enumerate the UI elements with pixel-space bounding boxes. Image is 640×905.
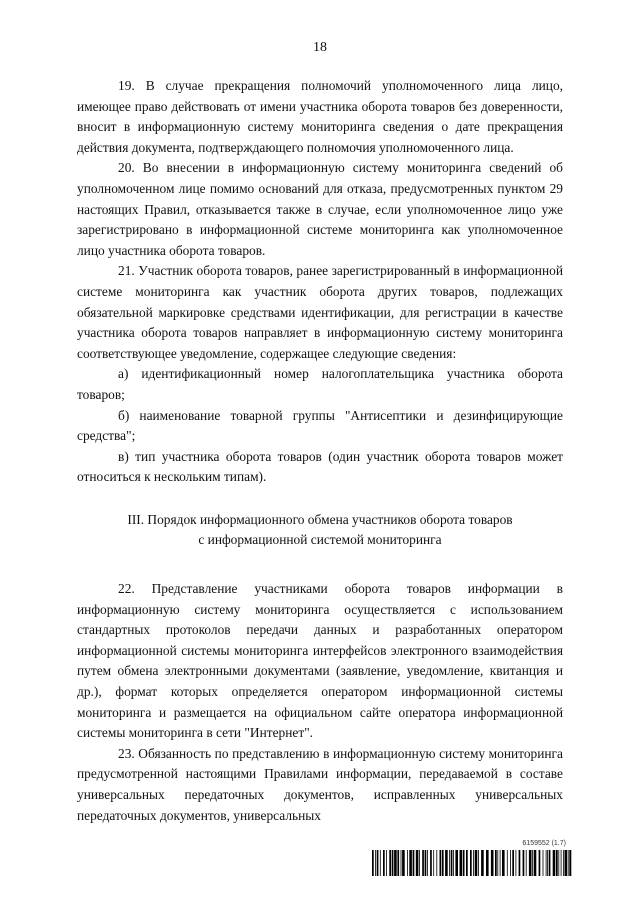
- barcode-bar: [407, 850, 408, 876]
- barcode-bar: [539, 850, 541, 876]
- barcode-bar: [380, 850, 381, 876]
- section-heading: [77, 510, 563, 551]
- barcode-bar: [491, 850, 494, 876]
- list-item-c: в) тип участника оборота товаров (один участник оборота товаров может относиться к нескольким типам).: [77, 448, 563, 485]
- barcode-bar: [478, 850, 479, 876]
- barcode-bar: [529, 850, 532, 876]
- barcode-bar: [470, 850, 472, 876]
- barcode-bar: [507, 850, 508, 876]
- barcode-bar: [500, 850, 501, 876]
- section-heading-line2: с информационной системой мониторинга: [198, 532, 442, 548]
- barcode-bar: [427, 850, 428, 876]
- barcode-bar: [419, 850, 420, 876]
- barcode-bar: [475, 850, 478, 876]
- barcode-bar: [510, 850, 511, 876]
- barcode-bar: [546, 850, 547, 876]
- barcode-bar: [445, 850, 448, 876]
- barcode-bar: [519, 850, 521, 876]
- barcode-bar: [523, 850, 525, 876]
- barcode-bar: [394, 850, 397, 876]
- barcode-bar: [442, 850, 444, 876]
- barcode-bar: [466, 850, 468, 876]
- barcode-bar: [526, 850, 527, 876]
- barcode-bar: [409, 850, 412, 876]
- barcode-bar: [440, 850, 442, 876]
- barcode-bar: [451, 850, 453, 876]
- barcode-bar: [568, 850, 569, 876]
- barcode-bar: [543, 850, 544, 876]
- list-item-a: а) идентификационный номер налогоплательщика участника оборота товаров;: [77, 366, 563, 402]
- barcode-bar: [386, 850, 387, 876]
- barcode-bar: [455, 850, 458, 876]
- page-number: 18: [313, 40, 327, 55]
- document-body: [77, 76, 563, 826]
- paragraph-23: 23. Обязанность по представлению в информационную систему мониторинга предусмотренной настоящими Правилами информации, передаваемой в составе универсальных передаточных документов, исправленных универсальных передаточных документов, универсальных: [77, 745, 563, 823]
- barcode-bar: [516, 850, 517, 876]
- barcode: [372, 850, 572, 876]
- barcode-bar: [561, 850, 562, 876]
- barcode-bar: [425, 850, 427, 876]
- barcode-bar: [532, 850, 533, 876]
- barcode-bar: [422, 850, 424, 876]
- paragraph-22: 22. Представление участниками оборота товаров информации в информационную систему мониторинга осуществляется с использованием стандартных протоколов передачи данных и разработанных оператором информационной системы мониторинга интерфейсов электронного взаимодействия путем обмена электронными документами (заявление, уведомление, квитанция и др.), формат которых определяется оператором информационной системы мониторинга и размещается на официальном сайте оператора информационной системы мониторинга в сети "Интернет".: [77, 581, 563, 741]
- barcode-bar: [534, 850, 537, 876]
- barcode-bar: [377, 850, 379, 876]
- barcode-bar: [460, 850, 463, 876]
- barcode-bar: [495, 850, 497, 876]
- barcode-bar: [463, 850, 465, 876]
- barcode-bar: [449, 850, 450, 876]
- document-code: 6159552 (1.7): [522, 840, 566, 847]
- barcode-bar: [375, 850, 376, 876]
- barcode-bar: [512, 850, 514, 876]
- barcode-bar: [502, 850, 505, 876]
- barcode-bar: [481, 850, 484, 876]
- barcode-bar: [436, 850, 437, 876]
- section-heading-line1: III. Порядок информационного обмена участников оборота товаров: [127, 511, 513, 527]
- barcode-bar: [553, 850, 556, 876]
- barcode-bar: [401, 850, 402, 876]
- barcode-bar: [372, 850, 374, 876]
- barcode-bar: [556, 850, 558, 876]
- barcode-bar: [547, 850, 548, 876]
- barcode-bar: [486, 850, 489, 876]
- barcode-bar: [569, 850, 571, 876]
- barcode-bar: [563, 850, 564, 876]
- barcode-bar: [558, 850, 559, 876]
- barcode-bar: [413, 850, 415, 876]
- paragraph-19: 19. В случае прекращения полномочий уполномоченного лица лицо, имеющее право действовать от имени участника оборота товаров без доверенности, вносит в информационную систему мониторинга сведения о дате прекращения действия документа, подтверждающего полномочия уполномоченного лица.: [77, 78, 563, 155]
- list-item-b: б) наименование товарной группы "Антисептики и дезинфицирующие средства";: [77, 407, 563, 444]
- barcode-bar: [397, 850, 399, 876]
- barcode-bar: [389, 850, 391, 876]
- barcode-bar: [433, 850, 434, 876]
- barcode-bar: [549, 850, 551, 876]
- barcode-bar: [430, 850, 432, 876]
- paragraph-21: 21. Участник оборота товаров, ранее зарегистрированный в информационной системе мониторинга как участник оборота других товаров, подлежащих обязательной маркировке средствами идентификации, для регистрации в качестве участника оборота товаров направляет в информационную систему мониторинга соответствующее уведомление, содержащее следующие сведения:: [77, 263, 563, 361]
- barcode-bar: [383, 850, 385, 876]
- barcode-bar: [402, 850, 405, 876]
- barcode-bar: [473, 850, 474, 876]
- paragraph-20: 20. Во внесении в информационную систему мониторинга сведений об уполномоченном лице помимо оснований для отказа, предусмотренных пунктом 29 настоящих Правил, отказывается также в случае, если уполномоченное лицо уже зарегистрировано в информационной системе мониторинга как уполномоченное лицо участника оборота товаров.: [77, 160, 563, 258]
- barcode-bar: [565, 850, 568, 876]
- barcode-bar: [392, 850, 394, 876]
- barcode-bar: [497, 850, 498, 876]
- barcode-bar: [453, 850, 454, 876]
- barcode-bar: [416, 850, 419, 876]
